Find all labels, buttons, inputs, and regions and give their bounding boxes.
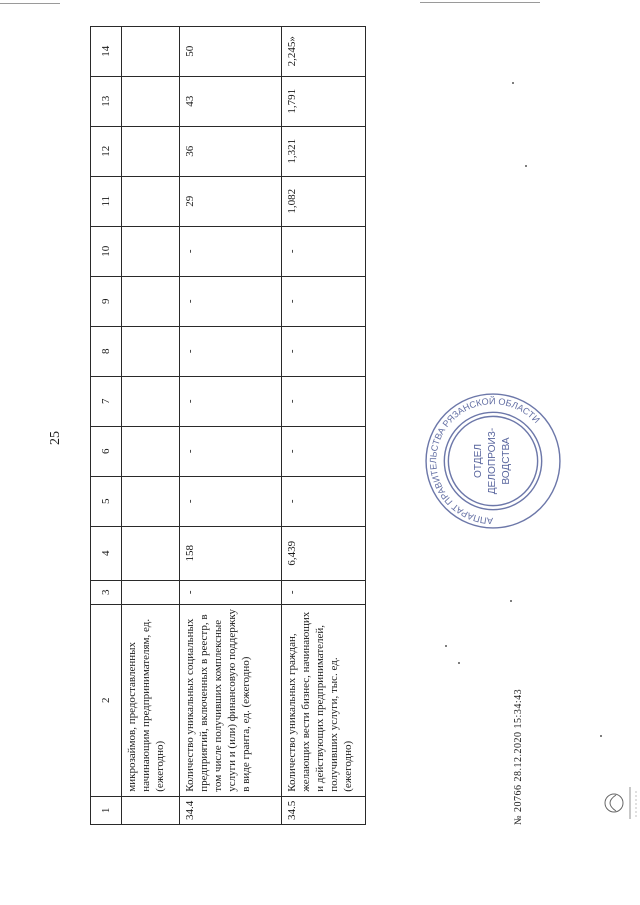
table-cell: 1,791	[282, 76, 366, 126]
scan-speck	[512, 82, 514, 84]
rotated-sheet	[40, 0, 620, 840]
row-number: 34.5	[282, 796, 366, 824]
table-cell	[122, 376, 180, 426]
row-number: 34.4	[180, 796, 282, 824]
table-cell	[122, 126, 180, 176]
row-indicator-name: Количество уникальных социальных предприятий, включенных в реестр, в том числе получивших комплексные услуги и (или) финансовую поддержку в виде гранта, ед. (ежегодно)	[180, 604, 282, 796]
column-header: 13	[91, 76, 122, 126]
scan-artifact	[420, 2, 540, 3]
indicators-table	[90, 26, 366, 825]
table-cell: -	[180, 276, 282, 326]
column-header: 3	[91, 580, 122, 604]
table-cell: -	[282, 326, 366, 376]
registration-number: № 20766 28.12.2020 15:34:43	[513, 688, 524, 825]
table-cell: -	[180, 376, 282, 426]
row-number	[122, 796, 180, 824]
table-cell: -	[180, 326, 282, 376]
table-cell: -	[180, 476, 282, 526]
table-cell: 158	[180, 526, 282, 580]
table-cell	[122, 526, 180, 580]
table-cell: -	[180, 580, 282, 604]
stamp-center-line: ОТДЕЛ	[472, 444, 484, 478]
scan-speck	[445, 645, 447, 647]
table-cell: -	[282, 426, 366, 476]
column-header: 8	[91, 326, 122, 376]
table-header-row	[91, 26, 122, 824]
scan-speck	[458, 662, 460, 664]
scan-artifact	[0, 3, 60, 4]
column-header: 12	[91, 126, 122, 176]
table-cell: 43	[180, 76, 282, 126]
table-cell: -	[180, 226, 282, 276]
scan-speck	[510, 600, 512, 602]
table-row	[282, 26, 366, 824]
table-cell: 6,439	[282, 526, 366, 580]
table-cell: -	[180, 426, 282, 476]
stamp-center-line: ВОДСТВА	[501, 437, 513, 485]
column-header: 6	[91, 426, 122, 476]
column-header: 7	[91, 376, 122, 426]
table-cell	[122, 176, 180, 226]
column-header: 11	[91, 176, 122, 226]
table-cell: -	[282, 276, 366, 326]
table-cell	[122, 26, 180, 76]
table-cell: -	[282, 580, 366, 604]
table-cell	[122, 426, 180, 476]
column-header: 1	[91, 796, 122, 824]
table-cell: 50	[180, 26, 282, 76]
table-row	[122, 26, 180, 824]
table-cell	[122, 226, 180, 276]
column-header: 9	[91, 276, 122, 326]
column-header: 5	[91, 476, 122, 526]
scanner-logo-icon	[598, 781, 640, 825]
stamp-center-line: ДЕЛОПРОИЗ-	[487, 427, 499, 495]
table-cell	[122, 276, 180, 326]
table-cell: 1,082	[282, 176, 366, 226]
table-cell: -	[282, 226, 366, 276]
table-cell: -	[282, 476, 366, 526]
table-cell: 1,321	[282, 126, 366, 176]
table-cell	[122, 476, 180, 526]
stamp-outer-text: АППАРАТ ПРАВИТЕЛЬСТВА РЯЗАНСКОЙ ОБЛАСТИ	[428, 396, 542, 526]
table-cell: -	[282, 376, 366, 426]
row-indicator-name: микрозаймов, предоставленных начинающим предпринимателям, ед. (ежегодно)	[122, 604, 180, 796]
table-row	[180, 26, 282, 824]
column-header: 4	[91, 526, 122, 580]
row-indicator-name: Количество уникальных граждан, желающих вести бизнес, начинающих и действующих предпринимателей, получивших услуги, тыс. ед. (ежегодно)	[282, 604, 366, 796]
table-cell	[122, 76, 180, 126]
table-cell: 36	[180, 126, 282, 176]
scan-speck	[600, 735, 602, 737]
scan-speck	[525, 165, 527, 167]
column-header: 14	[91, 26, 122, 76]
table-cell	[122, 326, 180, 376]
column-header: 2	[91, 604, 122, 796]
table-cell	[122, 580, 180, 604]
column-header: 10	[91, 226, 122, 276]
table-cell: 29	[180, 176, 282, 226]
table-cell: 2,245»	[282, 26, 366, 76]
office-stamp-seal	[422, 390, 564, 532]
page-number: 25	[48, 431, 63, 445]
